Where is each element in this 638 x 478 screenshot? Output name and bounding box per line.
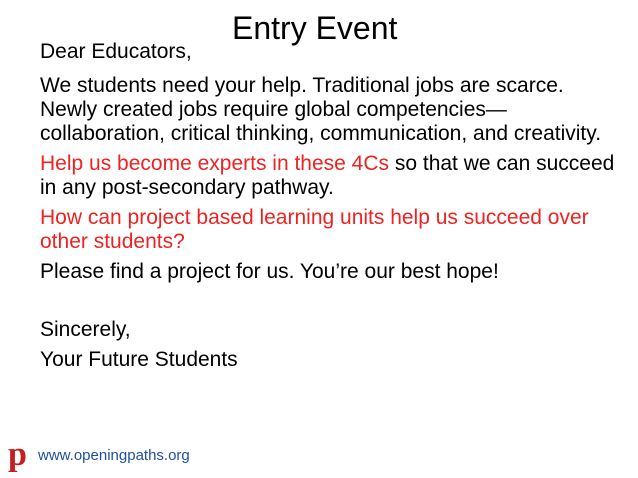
- website-link[interactable]: www.openingpaths.org: [38, 447, 190, 464]
- greeting: Dear Educators,: [40, 40, 192, 63]
- paragraph-4cs: [40, 152, 615, 200]
- closing: Sincerely,: [40, 318, 131, 341]
- signature: Your Future Students: [40, 348, 238, 371]
- paragraph-request: Please find a project for us. You’re our best hope!: [40, 260, 499, 283]
- slide-title: Entry Event: [232, 10, 398, 46]
- paragraph-4cs-rest: so that we can succeed in any post-secondary pathway.: [40, 152, 615, 199]
- spacer: [40, 290, 615, 318]
- letter-body: [40, 74, 615, 378]
- highlight-4cs: Help us become experts in these 4Cs: [40, 152, 390, 175]
- paragraph-need-help: We students need your help. Traditional jobs are scarce. Newly created jobs require global competencies—collaboration, critical thinking, communication, and creativity.: [40, 74, 602, 145]
- paragraph-question: How can project based learning units help us succeed over other students?: [40, 206, 589, 253]
- openingpaths-logo-icon: p: [8, 436, 27, 473]
